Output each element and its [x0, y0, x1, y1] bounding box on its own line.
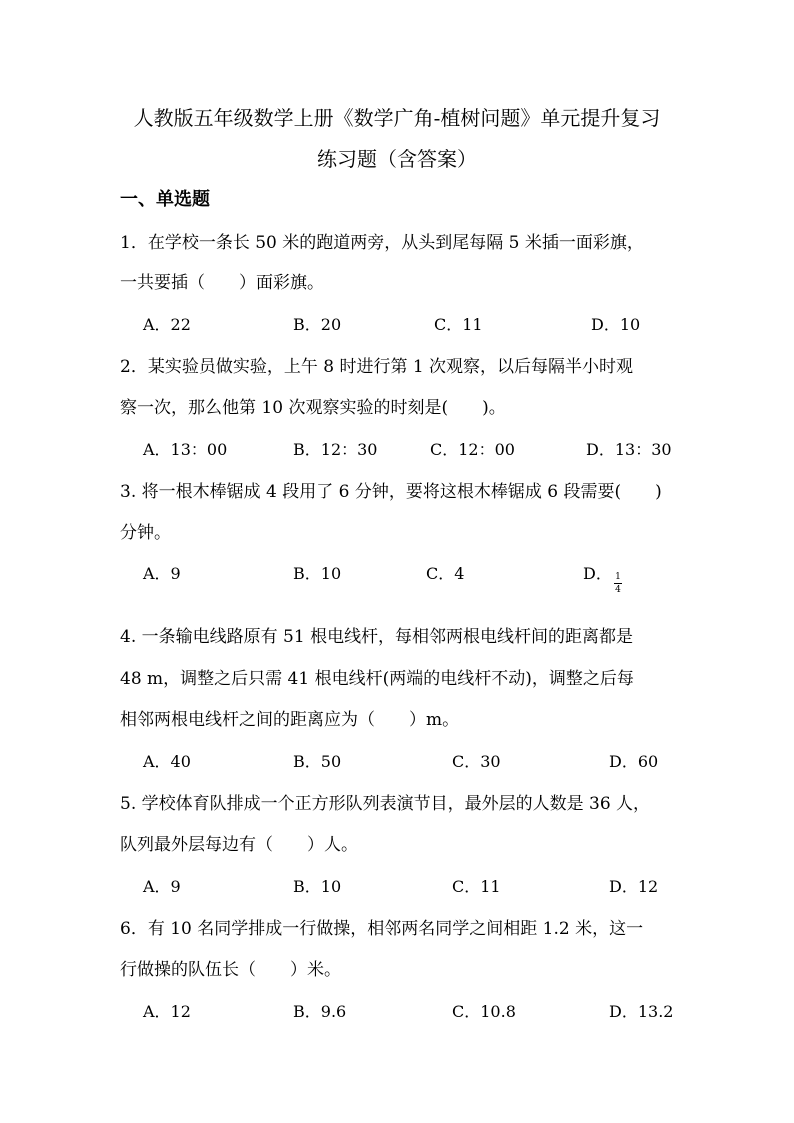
question-3-option-d: D． — [583, 564, 612, 583]
question-3-line-1: 3. 将一根木棒锯成 4 段用了 6 分钟，要将这根木棒锯成 6 段需要( ) — [120, 482, 662, 502]
question-4-option-d: D．60 — [609, 752, 659, 771]
question-1-option-d: D．10 — [591, 315, 641, 334]
question-3-option-b: B．10 — [293, 564, 342, 583]
question-5-option-a: A．9 — [143, 877, 181, 896]
question-1-option-b: B．20 — [293, 315, 342, 334]
document-title-line-1: 人教版五年级数学上册《数学广角-植树问题》单元提升复习 — [133, 106, 661, 130]
question-6-line-1: 6．有 10 名同学排成一行做操，相邻两名同学之间相距 1.2 米，这一 — [120, 919, 644, 939]
question-1-line-1: 1．在学校一条长 50 米的跑道两旁，从头到尾每隔 5 米插一面彩旗， — [120, 233, 644, 253]
question-5-line-1: 5. 学校体育队排成一个正方形队列表演节目，最外层的人数是 36 人， — [120, 794, 651, 814]
question-4-option-a: A．40 — [143, 752, 191, 771]
question-1-option-c: C．11 — [434, 315, 483, 334]
document-title-line-2: 练习题（含答案） — [317, 147, 477, 171]
question-3-option-d-fraction — [612, 572, 624, 595]
question-4-line-3: 相邻两根电线杆之间的距离应为（ ）m。 — [120, 710, 460, 730]
question-2-option-d: D．13：30 — [586, 440, 672, 459]
question-5-option-d: D．12 — [609, 877, 659, 896]
question-4-line-2: 48 m，调整之后只需 41 根电线杆(两端的电线杆不动)，调整之后每 — [120, 669, 634, 689]
fraction-denominator: 4 — [615, 585, 621, 595]
question-6-line-2: 行做操的队伍长（ ）米。 — [120, 960, 341, 980]
question-6-option-b: B．9.6 — [293, 1002, 347, 1021]
question-4-line-1: 4. 一条输电线路原有 51 根电线杆，每相邻两根电线杆间的距离都是 — [120, 627, 634, 647]
question-6-option-a: A．12 — [143, 1002, 191, 1021]
question-3-option-a: A．9 — [143, 564, 181, 583]
question-5-line-2: 队列最外层每边有（ ）人。 — [120, 835, 358, 855]
question-4-option-b: B．50 — [293, 752, 342, 771]
question-3-option-c: C．4 — [426, 564, 465, 583]
question-1-option-a: A．22 — [143, 315, 191, 334]
question-2-line-1: 2．某实验员做实验，上午 8 时进行第 1 次观察，以后每隔半小时观 — [120, 357, 634, 377]
question-2-option-c: C．12：00 — [430, 440, 515, 459]
question-5-option-b: B．10 — [293, 877, 342, 896]
fraction-bar — [614, 583, 622, 584]
question-2-line-2: 察一次，那么他第 10 次观察实验的时刻是( )。 — [120, 398, 506, 418]
question-4-option-c: C．30 — [452, 752, 501, 771]
fraction-numerator: 1 — [615, 572, 621, 582]
question-5-option-c: C．11 — [452, 877, 501, 896]
question-2-option-a: A．13：00 — [143, 440, 228, 459]
question-6-option-c: C．10.8 — [452, 1002, 516, 1021]
question-3-line-2: 分钟。 — [120, 523, 171, 543]
question-1-line-2: 一共要插（ ）面彩旗。 — [120, 273, 324, 293]
question-2-option-b: B．12：30 — [293, 440, 378, 459]
section-heading: 一、单选题 — [120, 189, 210, 210]
question-6-option-d: D．13.2 — [609, 1002, 674, 1021]
